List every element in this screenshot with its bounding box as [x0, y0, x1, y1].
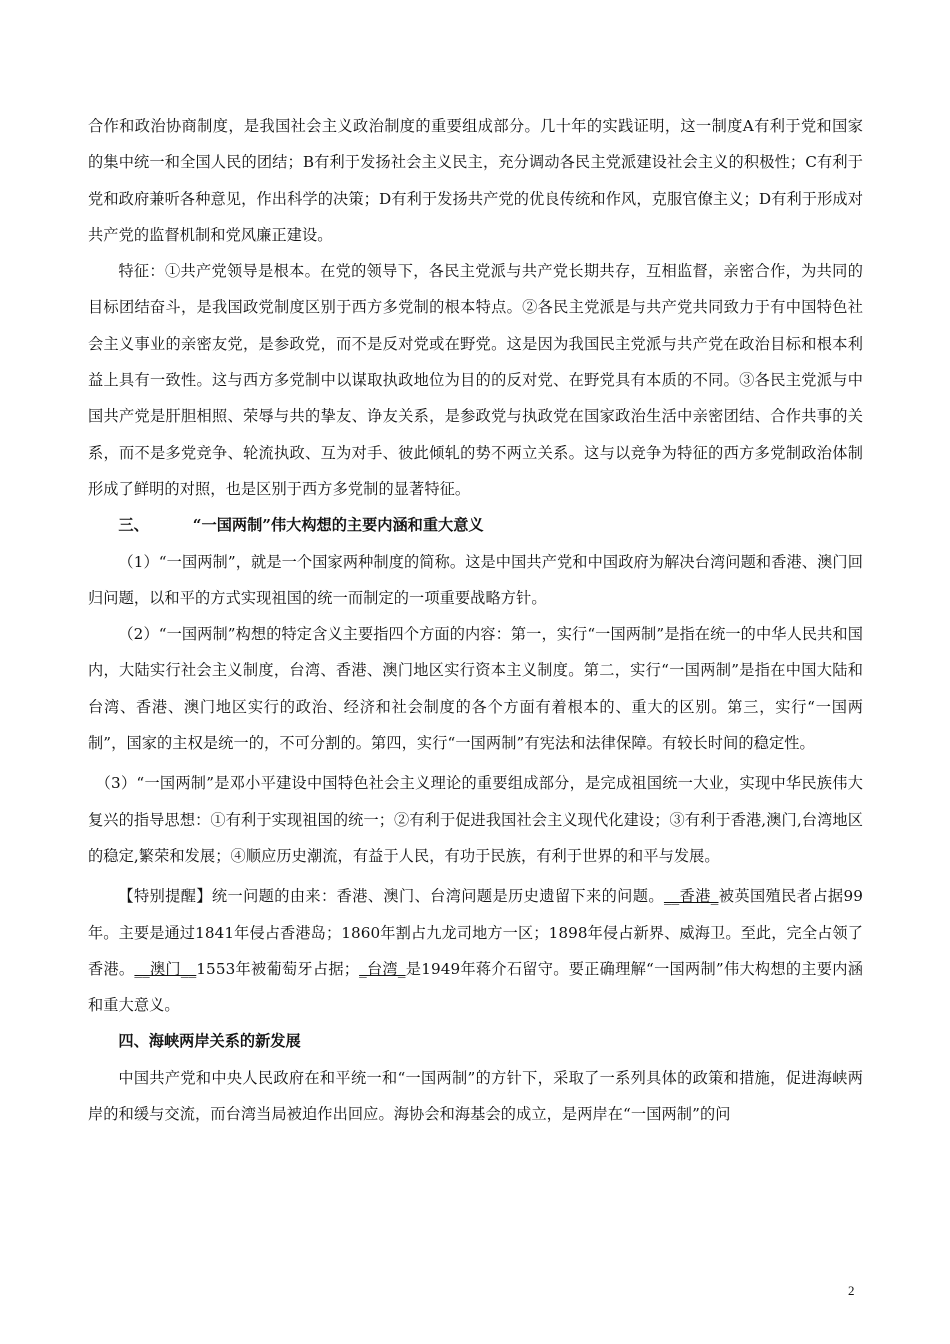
reminder-text-a: 【特别提醒】统一问题的由来：香港、澳门、台湾问题是历史遗留下来的问题。 — [118, 887, 664, 906]
paragraph-features: 特征：①共产党领导是根本。在党的领导下，各民主党派与共产党长期共存，互相监督，亲密合作，为共同的目标团结奋斗，是我国政党制度区别于西方多党制的根本特点。②各民主党派是与共产党共同致力于有中国特色社会主义事业的亲密友党，是参政党，而不是反对党或在野党。这是因为我国民主党派与共产党在政治目标和根本利益上具有一致性。这与西方多党制中以谋取执政地位为目的的反对党、在野党具有本质的不同。③各民主党派与中国共产党是肝胆相照、荣辱与共的挚友、诤友关系，是参政党与执政党在国家政治生活中亲密团结、合作共事的关系，而不是多党竞争、轮流执政、互为对手、彼此倾轧的势不两立关系。这与以竞争为特征的西方多党制政治体制形成了鲜明的对照，也是区别于西方多党制的显著特征。 — [88, 262, 863, 498]
page-number: 2 — [848, 1283, 855, 1298]
paragraph-one-country-two-systems-2: （2）“一国两制”构想的特定含义主要指四个方面的内容：第一，实行“一国两制”是指在统一的中华人民共和国内，大陆实行社会主义制度，台湾、香港、澳门地区实行资本主义制度。第二，实行“一国两制”是指在中国大陆和台湾、香港、澳门地区实行的政治、经济和社会制度的各个方面有着根本的、重大的区别。第三，实行“一国两制”，国家的主权是统一的，不可分割的。第四，实行“一国两制”有宪法和法律保障。有较长时间的稳定性。 — [88, 625, 863, 753]
section-heading-4: 四、海峡两岸关系的新发展 — [118, 1032, 301, 1051]
reminder-text-d: 是1949年蒋介石留守。要正确理解“一国两制”伟大构想的主要内涵和重大意义。 — [88, 959, 863, 1015]
document-body — [88, 108, 863, 1132]
blank-taiwan: _台湾_ — [359, 959, 406, 978]
blank-macau: __澳门__ — [134, 959, 197, 978]
paragraph-one-country-two-systems-1: （1）“一国两制”，就是一个国家两种制度的简称。这是中国共产党和中国政府为解决台湾问题和香港、澳门回归问题，以和平的方式实现祖国的统一而制定的一项重要战略方针。 — [88, 552, 863, 607]
section-heading-3-number: 三、 — [118, 516, 149, 535]
paragraph-cross-strait: 中国共产党和中央人民政府在和平统一和“一国两制”的方针下，采取了一系列具体的政策和措施，促进海峡两岸的和缓与交流，而台湾当局被迫作出回应。海协会和海基会的成立，是两岸在“一国两制”的问 — [88, 1068, 863, 1124]
paragraph-cooperation-system: 合作和政治协商制度，是我国社会主义政治制度的重要组成部分。几十年的实践证明，这一制度A有利于党和国家的集中统一和全国人民的团结；B有利于发扬社会主义民主，充分调动各民主党派建设社会主义的积极性；C有利于党和政府兼听各种意见，作出科学的决策；D有利于发扬共产党的优良传统和作风，克服官僚主义；D有利于形成对共产党的监督机制和党风廉正建设。 — [88, 117, 863, 244]
reminder-text-b: 被英国殖民者占据99年。主要是通过1841年侵占香港岛；1860年割占九龙司地方一区；1898年侵占新界、威海卫。至此，完全占领了香港。 — [88, 887, 864, 978]
blank-hongkong: __香港_ — [663, 887, 719, 906]
reminder-text-c: 1553年被葡萄牙占据； — [196, 959, 360, 978]
paragraph-one-country-two-systems-3: （3）“一国两制”是邓小平建设中国特色社会主义理论的重要组成部分，是完成祖国统一大业，实现中华民族伟大复兴的指导思想：①有利于实现祖国的统一；②有利于促进我国社会主义现代化建设；③有利于香港,澳门,台湾地区的稳定,繁荣和发展；④顺应历史潮流，有益于人民，有功于民族，有利于世界的和平与发展。 — [88, 774, 863, 865]
paragraph-special-reminder — [88, 878, 863, 1023]
section-heading-3-title: “一国两制”伟大构想的主要内涵和重大意义 — [192, 516, 484, 535]
section-heading-3 — [88, 507, 863, 543]
